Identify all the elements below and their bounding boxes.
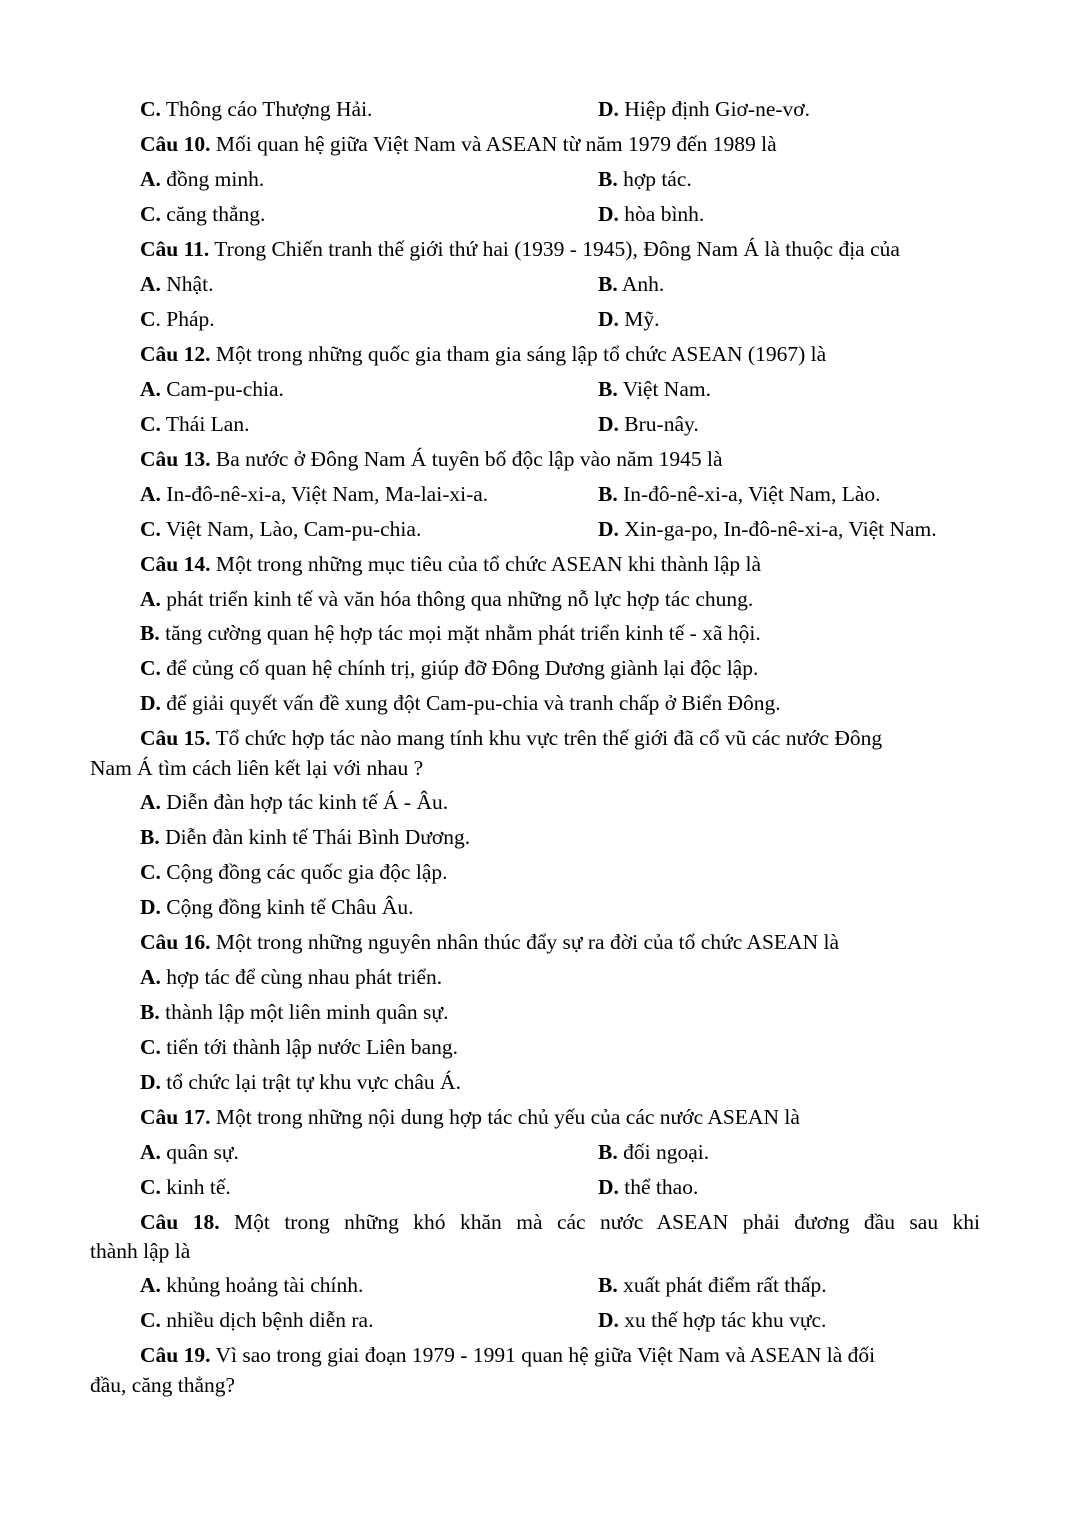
q15-option-a: A. Diễn đàn hợp tác kinh tế Á - Âu.	[140, 790, 449, 814]
q13-option-c: C. Việt Nam, Lào, Cam-pu-chia.	[140, 517, 422, 541]
question-17: Câu 17. Một trong những nội dung hợp tác chủ yếu của các nước ASEAN là	[140, 1105, 800, 1129]
q18-option-b: B. xuất phát điểm rất thấp.	[598, 1273, 827, 1297]
q13-option-b: B. In-đô-nê-xi-a, Việt Nam, Lào.	[598, 482, 881, 506]
q13-option-a: A. In-đô-nê-xi-a, Việt Nam, Ma-lai-xi-a.	[140, 482, 489, 506]
q10-option-c: C. căng thẳng.	[140, 202, 266, 226]
q11-option-d: D. Mỹ.	[598, 307, 660, 331]
q18-option-d: D. xu thế hợp tác khu vực.	[598, 1308, 827, 1332]
q11-option-c: C. Pháp.	[140, 307, 215, 331]
q9-option-c: C. Thông cáo Thượng Hải.	[140, 97, 373, 121]
q15-option-b: B. Diễn đàn kinh tế Thái Bình Dương.	[140, 825, 471, 849]
q17-option-c: C. kinh tế.	[140, 1175, 231, 1199]
q12-option-a: A. Cam-pu-chia.	[140, 377, 284, 401]
q16-option-b: B. thành lập một liên minh quân sự.	[140, 1000, 449, 1024]
q10-option-d: D. hòa bình.	[598, 202, 705, 226]
question-19-continued: đầu, căng thẳng?	[90, 1373, 236, 1397]
question-13: Câu 13. Ba nước ở Đông Nam Á tuyên bố độc lập vào năm 1945 là	[140, 447, 723, 471]
q11-option-b: B. Anh.	[598, 272, 665, 296]
question-10: Câu 10. Mối quan hệ giữa Việt Nam và ASEAN từ năm 1979 đến 1989 là	[140, 132, 777, 156]
q14-option-d: D. để giải quyết vấn đề xung đột Cam-pu-chia và tranh chấp ở Biển Đông.	[140, 691, 781, 715]
q10-option-a: A. đồng minh.	[140, 167, 265, 191]
question-18-continued: thành lập là	[90, 1239, 191, 1263]
q14-option-a: A. phát triển kinh tế và văn hóa thông qua những nỗ lực hợp tác chung.	[140, 587, 754, 611]
q17-option-d: D. thể thao.	[598, 1175, 699, 1199]
q13-option-d: D. Xin-ga-po, In-đô-nê-xi-a, Việt Nam.	[598, 517, 937, 541]
question-18: Câu 18. Một trong những khó khăn mà các nước ASEAN phải đương đầu sau khi	[140, 1210, 981, 1234]
q18-option-a: A. khủng hoảng tài chính.	[140, 1273, 364, 1297]
q11-option-a: A. Nhật.	[140, 272, 214, 296]
q15-option-d: D. Cộng đồng kinh tế Châu Âu.	[140, 895, 414, 919]
q12-option-d: D. Bru-nây.	[598, 412, 699, 436]
q12-option-b: B. Việt Nam.	[598, 377, 711, 401]
q10-option-b: B. hợp tác.	[598, 167, 692, 191]
question-15-continued: Nam Á tìm cách liên kết lại với nhau ?	[90, 756, 424, 780]
q16-option-d: D. tổ chức lại trật tự khu vực châu Á.	[140, 1070, 461, 1094]
question-11: Câu 11. Trong Chiến tranh thế giới thứ hai (1939 - 1945), Đông Nam Á là thuộc địa của	[140, 237, 900, 261]
q12-option-c: C. Thái Lan.	[140, 412, 250, 436]
question-14: Câu 14. Một trong những mục tiêu của tổ chức ASEAN khi thành lập là	[140, 552, 762, 576]
q16-option-c: C. tiến tới thành lập nước Liên bang.	[140, 1035, 459, 1059]
q17-option-a: A. quân sự.	[140, 1140, 239, 1164]
q14-option-c: C. để củng cố quan hệ chính trị, giúp đỡ Đông Dương giành lại độc lập.	[140, 656, 759, 680]
q17-option-b: B. đối ngoại.	[598, 1140, 710, 1164]
question-16: Câu 16. Một trong những nguyên nhân thúc đẩy sự ra đời của tổ chức ASEAN là	[140, 930, 839, 954]
q9-option-d: D. Hiệp định Giơ-ne-vơ.	[598, 97, 811, 121]
q15-option-c: C. Cộng đồng các quốc gia độc lập.	[140, 860, 448, 884]
question-15: Câu 15. Tổ chức hợp tác nào mang tính khu vực trên thế giới đã cổ vũ các nước Đông	[140, 726, 883, 750]
question-19: Câu 19. Vì sao trong giai đoạn 1979 - 1991 quan hệ giữa Việt Nam và ASEAN là đối	[140, 1343, 876, 1367]
q14-option-b: B. tăng cường quan hệ hợp tác mọi mặt nhằm phát triển kinh tế - xã hội.	[140, 621, 761, 645]
q16-option-a: A. hợp tác để cùng nhau phát triển.	[140, 965, 443, 989]
q18-option-c: C. nhiều dịch bệnh diễn ra.	[140, 1308, 374, 1332]
question-12: Câu 12. Một trong những quốc gia tham gia sáng lập tổ chức ASEAN (1967) là	[140, 342, 827, 366]
